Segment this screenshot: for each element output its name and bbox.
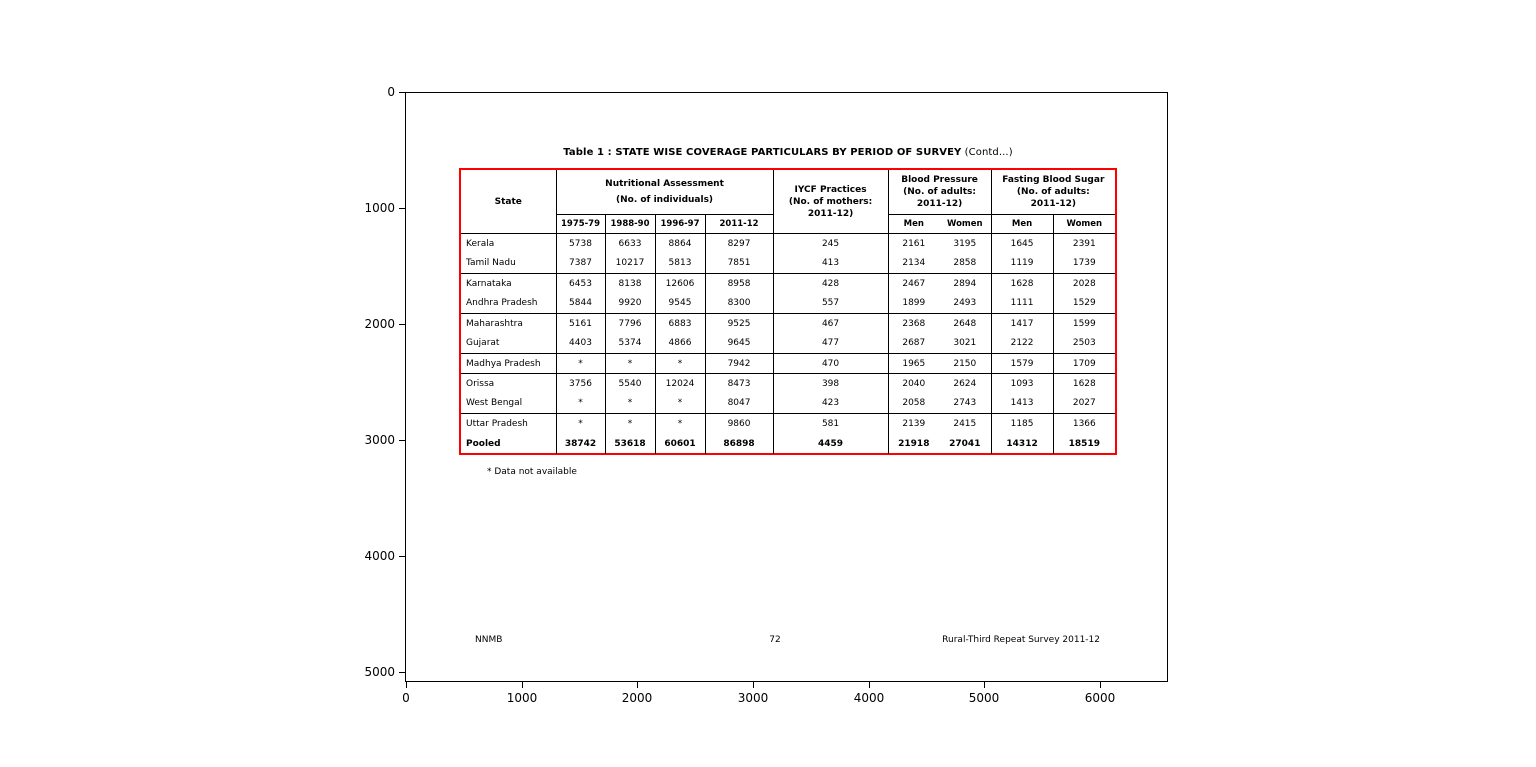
cell-1996-97: 6883: [655, 314, 705, 334]
cell-fbs-women: 1599: [1053, 314, 1115, 334]
cell-1975-79: 7387: [556, 254, 605, 274]
cell-1988-90: 6633: [605, 234, 655, 254]
cell-iycf: 398: [773, 374, 888, 394]
cell-fbs-women: 2028: [1053, 274, 1115, 294]
x-tick-mark: [406, 682, 407, 688]
cell-bp-men: 2058: [888, 394, 939, 414]
y-tick-mark: [399, 556, 405, 557]
cell-1996-97: 12024: [655, 374, 705, 394]
cell-bp-men: 2467: [888, 274, 939, 294]
cell-1975-79: *: [556, 354, 605, 374]
table-row: [461, 294, 1115, 314]
x-tick-label: 1000: [506, 691, 538, 705]
table-row: [461, 334, 1115, 354]
cell-1975-79: 5738: [556, 234, 605, 254]
cell-2011-12: 8297: [705, 234, 773, 254]
y-tick-label: 2000: [364, 317, 395, 331]
cell-iycf: 470: [773, 354, 888, 374]
cell-iycf: 557: [773, 294, 888, 314]
document-title-contd: (Contd...): [964, 147, 1013, 158]
header-nutrition-line2: (No. of individuals): [615, 195, 714, 205]
y-tick-mark: [399, 92, 405, 93]
header-fasting-blood-sugar: [991, 170, 1115, 215]
cell-1996-97: 8864: [655, 234, 705, 254]
table-row: [461, 314, 1115, 334]
table-row: [461, 234, 1115, 254]
cell-iycf: 477: [773, 334, 888, 354]
state-cell: Kerala: [466, 238, 495, 249]
cell-iycf: 581: [773, 414, 888, 434]
header-iycf-line2: (No. of mothers:: [788, 196, 873, 207]
table-row: [461, 254, 1115, 274]
x-tick-label: 2000: [621, 691, 653, 705]
header-bp-line2: (No. of adults:: [903, 187, 976, 197]
cell-iycf: 467: [773, 314, 888, 334]
x-tick-label: 5000: [968, 691, 1000, 705]
table-row: [461, 274, 1115, 294]
state-cell: Maharashtra: [466, 318, 523, 329]
y-tick-mark: [399, 208, 405, 209]
cell-fbs-men: 1628: [991, 274, 1053, 294]
cell-fbs-men: 1119: [991, 254, 1053, 274]
state-cell: Gujarat: [461, 334, 556, 354]
cell-fbs-men: 1417: [991, 314, 1053, 334]
state-cell: Pooled: [466, 438, 501, 449]
header-year-2011-12: 2011-12: [705, 215, 773, 234]
cell-bp-men: 1965: [888, 354, 939, 374]
cell-fbs-women: 1529: [1053, 294, 1115, 314]
cell-fbs-men: 1645: [991, 234, 1053, 254]
cell-1988-90: 5374: [605, 334, 655, 354]
cell-fbs-men: 1111: [991, 294, 1053, 314]
cell-fbs-women: 2391: [1053, 234, 1115, 254]
cell-2011-12: 8300: [705, 294, 773, 314]
y-tick-label: 3000: [364, 433, 395, 447]
table-row: [461, 374, 1115, 394]
cell-1975-79: *: [556, 394, 605, 414]
header-bp-line3: 2011-12): [916, 199, 963, 209]
cell-2011-12: 8047: [705, 394, 773, 414]
footer-source: NNMB: [475, 635, 503, 645]
cell-1996-97: 12606: [655, 274, 705, 294]
cell-2011-12: 86898: [705, 434, 773, 454]
cell-1975-79: *: [556, 414, 605, 434]
y-tick-mark: [399, 672, 405, 673]
header-fbs-women: Women: [1053, 215, 1115, 234]
y-tick-mark: [399, 440, 405, 441]
coverage-table-red-box: [459, 168, 1117, 455]
cell-1996-97: 5813: [655, 254, 705, 274]
header-nutrition-line1: Nutritional Assessment: [605, 179, 724, 189]
table-row: [461, 354, 1115, 374]
cell-bp-women: 3195: [953, 238, 977, 249]
cell-bp-men: 2139: [888, 414, 939, 434]
cell-fbs-women: 18519: [1053, 434, 1115, 454]
x-tick-mark: [1100, 682, 1101, 688]
header-iycf-line1: IYCF Practices: [794, 184, 867, 195]
x-tick-mark: [522, 682, 523, 688]
cell-1975-79: 5161: [556, 314, 605, 334]
cell-1975-79: 5844: [556, 294, 605, 314]
cell-bp-men: 2368: [888, 314, 939, 334]
document-title: [430, 147, 1146, 159]
cell-bp-women: 2493: [939, 294, 991, 314]
footer-page-number: 72: [769, 635, 781, 645]
y-tick-label: 5000: [364, 665, 395, 679]
cell-fbs-men: 1093: [991, 374, 1053, 394]
cell-1988-90: 10217: [605, 254, 655, 274]
cell-iycf: 428: [773, 274, 888, 294]
cell-fbs-men: 1413: [991, 394, 1053, 414]
table-row: [461, 394, 1115, 414]
cell-iycf: 413: [773, 254, 888, 274]
cell-bp-women: 2150: [939, 354, 991, 374]
cell-1996-97: *: [655, 414, 705, 434]
cell-1988-90: 9920: [605, 294, 655, 314]
coverage-table: [461, 170, 1115, 454]
cell-2011-12: 7942: [705, 354, 773, 374]
cell-1988-90: *: [605, 414, 655, 434]
footer-survey-name: Rural-Third Repeat Survey 2011-12: [942, 635, 1100, 645]
cell-bp-women: 2743: [939, 394, 991, 414]
cell-1996-97: 4866: [655, 334, 705, 354]
header-fbs-line3: 2011-12): [1030, 199, 1077, 209]
footnote-data-not-available: * Data not available: [487, 467, 577, 477]
y-tick-label: 4000: [364, 549, 395, 563]
cell-1996-97: 60601: [655, 434, 705, 454]
cell-bp-women: 2415: [953, 418, 977, 429]
state-cell: Madhya Pradesh: [461, 354, 556, 374]
cell-1988-90: 5540: [605, 374, 655, 394]
cell-bp-women: 27041: [949, 438, 981, 449]
cell-2011-12: 7851: [705, 254, 773, 274]
x-tick-mark: [637, 682, 638, 688]
document-title-main: Table 1 : STATE WISE COVERAGE PARTICULARS BY PERIOD OF SURVEY: [563, 147, 962, 158]
cell-2011-12: 8958: [705, 274, 773, 294]
cell-1996-97: 9545: [655, 294, 705, 314]
header-nutritional-assessment: [556, 170, 773, 215]
x-tick-mark: [869, 682, 870, 688]
cell-bp-men: 2040: [888, 374, 939, 394]
cell-bp-women: 2624: [953, 378, 977, 389]
cell-2011-12: 9860: [705, 414, 773, 434]
cell-iycf: 423: [773, 394, 888, 414]
cell-bp-women: 2648: [953, 318, 977, 329]
y-tick-mark: [399, 324, 405, 325]
table-row: [461, 434, 1115, 454]
cell-2011-12: 9525: [705, 314, 773, 334]
state-cell: Karnataka: [466, 278, 512, 289]
y-tick-label: 1000: [364, 201, 395, 215]
cell-fbs-men: 14312: [991, 434, 1053, 454]
cell-bp-men: 2134: [888, 254, 939, 274]
y-tick-label: 0: [387, 85, 395, 99]
header-bp-women: Women: [939, 215, 991, 234]
cell-bp-women: 3021: [939, 334, 991, 354]
cell-iycf: 245: [773, 234, 888, 254]
x-tick-label: 4000: [853, 691, 885, 705]
cell-fbs-women: 1366: [1053, 414, 1115, 434]
cell-fbs-women: 1739: [1053, 254, 1115, 274]
x-tick-label: 3000: [737, 691, 769, 705]
header-fbs-men: Men: [991, 215, 1053, 234]
x-tick-mark: [753, 682, 754, 688]
header-state: State: [461, 170, 556, 234]
cell-fbs-men: 2122: [991, 334, 1053, 354]
cell-1996-97: *: [655, 394, 705, 414]
header-iycf: [773, 170, 888, 234]
cell-fbs-women: 1709: [1053, 354, 1115, 374]
cell-1988-90: 7796: [605, 314, 655, 334]
x-tick-label: 0: [402, 691, 410, 705]
header-bp-men: Men: [888, 215, 939, 234]
state-cell: Tamil Nadu: [461, 254, 556, 274]
header-fbs-line1: Fasting Blood Sugar: [1002, 175, 1105, 185]
header-year-1996-97: 1996-97: [655, 215, 705, 234]
cell-1988-90: *: [605, 354, 655, 374]
cell-fbs-women: 2503: [1053, 334, 1115, 354]
cell-fbs-women: 1628: [1053, 374, 1115, 394]
cell-1975-79: 6453: [556, 274, 605, 294]
state-cell: Orissa: [466, 378, 495, 389]
cell-1975-79: 4403: [556, 334, 605, 354]
cell-fbs-men: 1579: [991, 354, 1053, 374]
header-year-1988-90: 1988-90: [605, 215, 655, 234]
header-year-1975-79: 1975-79: [556, 215, 605, 234]
cell-iycf: 4459: [773, 434, 888, 454]
state-cell: West Bengal: [461, 394, 556, 414]
cell-bp-men: 21918: [888, 434, 939, 454]
x-tick-mark: [984, 682, 985, 688]
table-row: [461, 414, 1115, 434]
cell-fbs-women: 2027: [1053, 394, 1115, 414]
cell-fbs-men: 1185: [991, 414, 1053, 434]
x-tick-label: 6000: [1084, 691, 1116, 705]
cell-1975-79: 38742: [556, 434, 605, 454]
cell-1996-97: *: [655, 354, 705, 374]
cell-bp-men: 2687: [888, 334, 939, 354]
cell-1988-90: *: [605, 394, 655, 414]
cell-bp-men: 1899: [888, 294, 939, 314]
header-fbs-line2: (No. of adults:: [1016, 187, 1090, 197]
header-iycf-line3: 2011-12): [807, 208, 854, 219]
state-cell: Uttar Pradesh: [466, 418, 528, 429]
header-blood-pressure: [888, 170, 991, 215]
cell-2011-12: 9645: [705, 334, 773, 354]
cell-1988-90: 53618: [605, 434, 655, 454]
cell-1988-90: 8138: [605, 274, 655, 294]
cell-1975-79: 3756: [556, 374, 605, 394]
state-cell: Andhra Pradesh: [461, 294, 556, 314]
cell-bp-women: 2858: [939, 254, 991, 274]
header-bp-line1: Blood Pressure: [901, 175, 978, 185]
cell-bp-men: 2161: [888, 234, 939, 254]
cell-bp-women: 2894: [953, 278, 977, 289]
cell-2011-12: 8473: [705, 374, 773, 394]
